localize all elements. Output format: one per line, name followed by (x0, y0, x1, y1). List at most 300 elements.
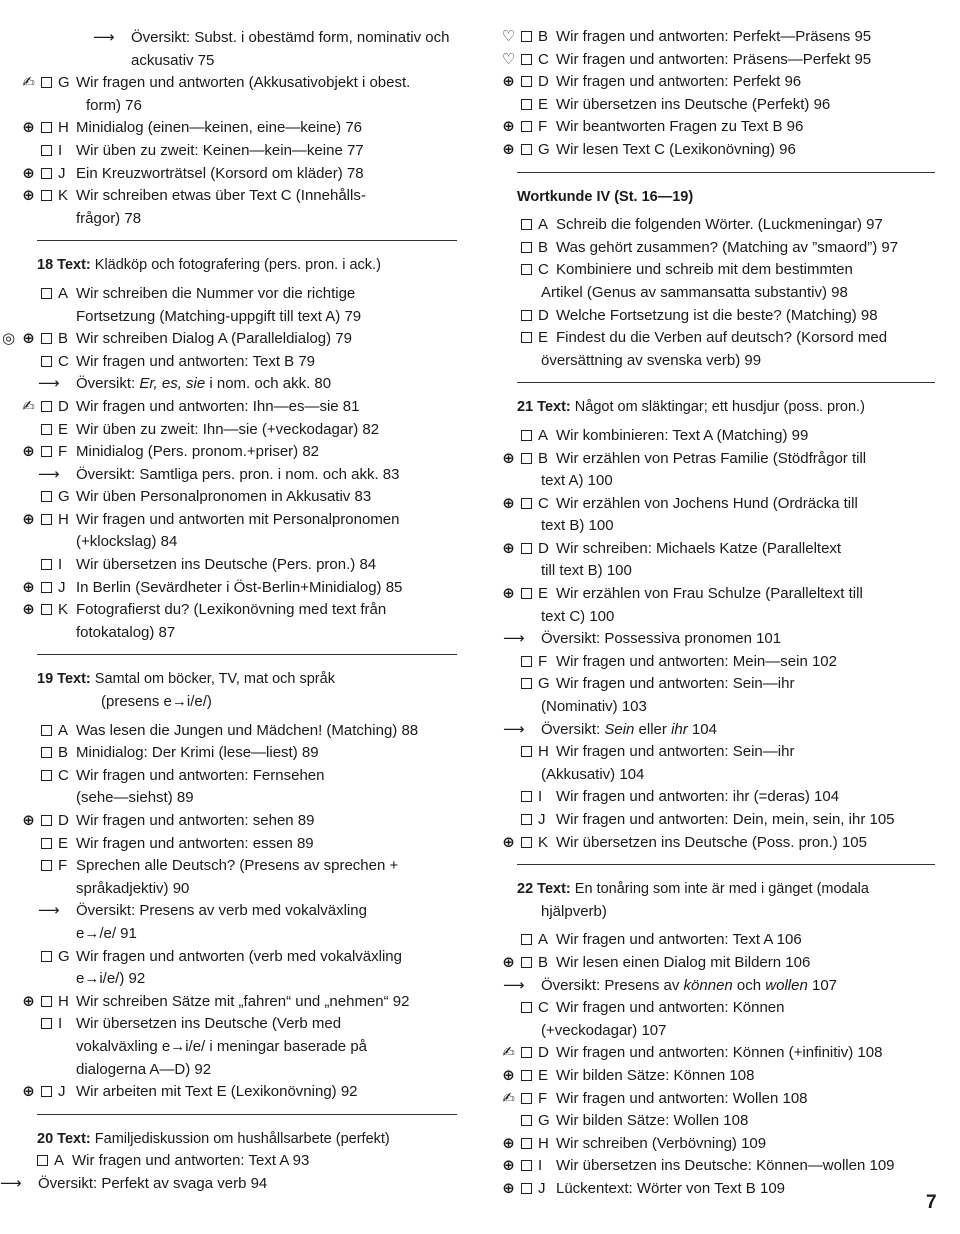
exercise-title: Wir fragen und antworten: Perfekt—Präsens 95 (556, 28, 872, 45)
checkbox[interactable] (41, 1018, 52, 1029)
exercise-letter: E (538, 95, 549, 113)
exercise-letter: H (58, 510, 69, 528)
exercise-item (0, 855, 470, 878)
continuation-text: form) 76 (86, 96, 142, 114)
section-title (517, 396, 865, 419)
exercise-title: Wir schreiben (Verbövning) 109 (556, 1134, 767, 1152)
section-title (37, 1128, 390, 1151)
exercise-title: Wir fragen und antworten: essen 89 (76, 834, 314, 852)
checkbox[interactable] (521, 1160, 532, 1171)
exercise-letter: A (58, 284, 69, 302)
exercise-letter: A (58, 721, 69, 739)
text-line (495, 282, 940, 305)
arrow-icon: ⟶ (38, 902, 60, 920)
right-column (495, 0, 940, 1201)
continuation-text: e→i/e/) 92 (76, 970, 146, 988)
exercise-letter: H (538, 1134, 549, 1152)
exercise-title: Wir kombinieren: Text A (Matching) 99 (556, 426, 809, 444)
exercise-letter: E (58, 420, 69, 438)
exercise-item (495, 139, 940, 162)
checkbox[interactable] (521, 1047, 532, 1058)
checkbox[interactable] (41, 582, 52, 593)
exercise-item (0, 72, 470, 95)
exercise-item (495, 1178, 940, 1201)
exercise-title: Wir schreiben Dialog A (Paralleldialog) 79 (76, 330, 352, 348)
exercise-title: Wir übersetzen ins Deutsche (Perfekt) 96 (556, 95, 831, 113)
overview-italic: können (683, 976, 733, 994)
section-divider (517, 864, 935, 865)
exercise-item (0, 577, 470, 600)
checkbox[interactable] (521, 242, 532, 253)
exercise-letter: J (58, 164, 66, 182)
exercise-letter: I (58, 556, 63, 574)
exercise-item (495, 832, 940, 855)
section-number: 20 (37, 1130, 54, 1147)
exercise-item (495, 237, 940, 260)
overview-text (131, 27, 449, 50)
checkbox[interactable] (521, 543, 532, 554)
text-line (0, 1036, 470, 1059)
plus-circle-icon: ⊕ (502, 1157, 515, 1175)
section-text: Wortkunde IV (St. 16—19) (517, 188, 694, 205)
exercise-item (0, 328, 470, 351)
exercise-title: Wir fragen und antworten: Text B 79 (76, 352, 316, 370)
exercise-item (495, 997, 940, 1020)
continuation-text: (+veckodagar) 107 (541, 1021, 667, 1039)
text-line (0, 878, 470, 901)
overview-label: Översikt: (76, 375, 140, 393)
overview-suffix: i nom. och akk. 80 (205, 375, 332, 393)
checkbox[interactable] (521, 837, 532, 848)
text-line (495, 350, 940, 373)
checkbox[interactable] (521, 430, 532, 441)
exercise-item (0, 720, 470, 743)
plus-circle-icon: ⊕ (502, 73, 515, 91)
overview-text (76, 464, 399, 487)
exercise-letter: J (58, 578, 66, 596)
exercise-title: Wir beantworten Fragen zu Text B 96 (556, 118, 804, 136)
plus-circle-icon: ⊕ (502, 1134, 515, 1152)
checkbox[interactable] (521, 746, 532, 757)
exercise-title: Wir fragen und antworten (Akkusativobjekt i obest. (76, 74, 411, 92)
exercise-letter: G (538, 675, 550, 693)
exercise-item (495, 1133, 940, 1156)
text-line (0, 900, 470, 923)
checkbox[interactable] (37, 1155, 48, 1166)
exercise-item (0, 351, 470, 374)
overview-text (541, 975, 837, 998)
checkbox[interactable] (41, 838, 52, 849)
heart-circle-icon: ♡ (501, 50, 516, 68)
exercise-letter: C (538, 494, 549, 512)
exercise-letter: F (538, 652, 548, 670)
checkbox[interactable] (41, 770, 52, 781)
checkbox[interactable] (41, 401, 52, 412)
plus-circle-icon: ⊕ (502, 140, 515, 158)
checkbox[interactable] (41, 122, 52, 133)
text-line (0, 208, 470, 231)
exercise-title: Was lesen die Jungen und Mädchen! (Matching) 88 (76, 721, 419, 739)
exercise-title: Wir fragen und antworten (verb med vokalväxling (76, 947, 402, 965)
overview-label: Översikt: Perfekt av svaga verb 94 (38, 1174, 268, 1192)
exercise-letter: F (538, 1089, 548, 1107)
exercise-letter: G (538, 140, 550, 158)
exercise-item (0, 140, 470, 163)
exercise-item (0, 991, 470, 1014)
exercise-title: Wir übersetzen ins Deutsche (Pers. pron.) 84 (76, 556, 377, 574)
checkbox[interactable] (521, 310, 532, 321)
ear-icon: ◎ (1, 330, 16, 348)
text-line (0, 27, 470, 50)
exercise-title: Wir schreiben die Nummer vor die richtige (76, 284, 356, 302)
exercise-title: Wir übersetzen ins Deutsche (Poss. pron.) 105 (556, 833, 867, 851)
exercise-item (495, 214, 940, 237)
plus-circle-icon: ⊕ (502, 1179, 515, 1197)
checkbox[interactable] (521, 934, 532, 945)
continuation-text: (sehe—siehst) 89 (76, 789, 194, 807)
exercise-letter: C (538, 50, 549, 68)
exercise-title: Wir übersetzen ins Deutsche (Verb med (76, 1015, 342, 1033)
text-line (495, 1020, 940, 1043)
exercise-title: Schreib die folgenden Wörter. (Luckmeningar) 97 (556, 216, 883, 234)
exercise-letter: A (538, 931, 549, 949)
overview-italic: wollen (765, 976, 808, 994)
exercise-title: Wir erzählen von Petras Familie (Stödfrågor till (556, 449, 867, 467)
exercise-item (495, 583, 940, 606)
exercise-letter: A (54, 1152, 65, 1170)
section-label: Text: (537, 399, 571, 416)
checkbox[interactable] (521, 99, 532, 110)
plus-circle-icon: ⊕ (502, 833, 515, 851)
continuation-text: dialogerna A—D) 92 (76, 1060, 212, 1078)
plus-circle-icon: ⊕ (22, 992, 35, 1010)
plus-circle-icon: ⊕ (22, 164, 35, 182)
section-divider (37, 654, 457, 655)
exercise-letter: E (538, 329, 549, 347)
section-heading (495, 186, 940, 209)
checkbox[interactable] (521, 31, 532, 42)
checkbox[interactable] (521, 957, 532, 968)
checkbox[interactable] (521, 1138, 532, 1149)
exercise-item (0, 441, 470, 464)
checkbox[interactable] (521, 588, 532, 599)
exercise-title: Ein Kreuzworträtsel (Korsord om kläder) 78 (76, 164, 364, 182)
plus-circle-icon: ⊕ (22, 1083, 35, 1101)
text-line (0, 531, 470, 554)
exercise-title: Wir fragen und antworten: Dein, mein, sein, ihr 105 (556, 811, 895, 828)
exercise-title: Wir fragen und antworten: Sein—ihr (556, 743, 795, 761)
exercise-item (0, 1081, 470, 1104)
checkbox[interactable] (521, 121, 532, 132)
checkbox[interactable] (41, 559, 52, 570)
checkbox[interactable] (41, 424, 52, 435)
exercise-title: Wir fragen und antworten: Können (+infinitiv) 108 (556, 1044, 883, 1062)
overview-italic: Sein (604, 720, 635, 738)
text-line (0, 373, 470, 396)
plus-circle-icon: ⊕ (22, 578, 35, 596)
exercise-item (0, 742, 470, 765)
exercise-item (0, 509, 470, 532)
checkbox[interactable] (521, 332, 532, 343)
continuation-text: (+klockslag) 84 (76, 533, 178, 551)
text-line (495, 628, 940, 651)
text-line (0, 622, 470, 645)
checkbox[interactable] (521, 1070, 532, 1081)
overview-text (38, 1173, 267, 1196)
exercise-item (495, 259, 940, 282)
checkbox[interactable] (41, 491, 52, 502)
exercise-item (495, 929, 940, 952)
section-label: Text: (57, 671, 91, 688)
exercise-item (0, 946, 470, 969)
checkbox[interactable] (41, 145, 52, 156)
exercise-letter: I (538, 1157, 543, 1175)
continuation-text: text B) 100 (541, 517, 614, 535)
exercise-title: Wir fragen und antworten: Perfekt 96 (556, 73, 802, 91)
exercise-letter: H (58, 992, 69, 1010)
exercise-letter: D (538, 73, 549, 91)
continuation-text: (Akkusativ) 104 (541, 765, 645, 783)
text-line (495, 515, 940, 538)
exercise-item (495, 305, 940, 328)
section-heading (0, 668, 470, 691)
checkbox[interactable] (41, 356, 52, 367)
continuation-text: vokalväxling e→i/e/ i meningar baserade på (76, 1037, 367, 1055)
exercise-title: Sprechen alle Deutsch? (Presens av sprechen + (76, 857, 399, 875)
plus-circle-icon: ⊕ (22, 187, 35, 205)
page-number: 7 (926, 1192, 937, 1213)
text-line (495, 606, 940, 629)
text-line (495, 764, 940, 787)
exercise-letter: B (538, 449, 549, 467)
exercise-item (0, 833, 470, 856)
exercise-item (495, 538, 940, 561)
exercise-item (495, 952, 940, 975)
exercise-title: Kombiniere und schreib mit dem bestimmten (556, 261, 853, 279)
exercise-letter: F (58, 857, 68, 875)
overview-suffix: eller (634, 720, 672, 738)
exercise-letter: E (58, 834, 69, 852)
arrow-icon: ⟶ (93, 29, 115, 46)
plus-circle-icon: ⊕ (502, 494, 515, 512)
section-text: En tonåring som inte är med i gänget (modala (574, 881, 869, 898)
continuation-text: frågor) 78 (76, 209, 142, 227)
checkbox[interactable] (41, 190, 52, 201)
continuation-text: text A) 100 (541, 472, 613, 490)
continuation-text: text C) 100 (541, 607, 615, 625)
exercise-item (495, 493, 940, 516)
exercise-letter: D (58, 812, 69, 829)
checkbox[interactable] (41, 288, 52, 299)
exercise-title: Wir fragen und antworten: Sein—ihr (556, 675, 795, 693)
exercise-title: Welche Fortsetzung ist die beste? (Matching) 98 (556, 306, 878, 324)
exercise-item (495, 425, 940, 448)
checkbox[interactable] (521, 1093, 532, 1104)
exercise-title: Wir schreiben etwas über Text C (Innehålls- (76, 187, 366, 205)
exercise-title: Wir übersetzen ins Deutsche: Können—wollen 109 (556, 1157, 895, 1175)
exercise-item (495, 1155, 940, 1178)
checkbox[interactable] (41, 333, 52, 344)
text-line (0, 50, 470, 73)
exercise-letter: D (538, 539, 549, 557)
exercise-title: Wir fragen und antworten: sehen 89 (76, 812, 315, 829)
exercise-item (495, 1042, 940, 1065)
checkbox[interactable] (521, 1002, 532, 1013)
exercise-title: Wir fragen und antworten: Text A 106 (556, 931, 802, 949)
exercise-letter: J (538, 1179, 546, 1197)
exercise-title: Lückentext: Wörter von Text B 109 (556, 1179, 786, 1197)
exercise-letter: F (538, 118, 548, 136)
text-line (0, 95, 470, 118)
exercise-title: Wir fragen und antworten: Präsens—Perfekt 95 (556, 50, 872, 68)
section-number: 22 (517, 881, 534, 898)
text-line (0, 923, 470, 946)
text-line (495, 696, 940, 719)
checkbox[interactable] (41, 996, 52, 1007)
exercise-letter: C (58, 352, 69, 370)
checkbox[interactable] (521, 1183, 532, 1194)
plus-circle-icon: ⊕ (502, 585, 515, 603)
exercise-item (495, 1065, 940, 1088)
exercise-title: Wir fragen und antworten: Können (556, 999, 785, 1017)
checkbox[interactable] (41, 815, 52, 826)
checkbox[interactable] (41, 725, 52, 736)
exercise-item (495, 651, 940, 674)
exercise-letter: C (58, 766, 69, 784)
checkbox[interactable] (41, 604, 52, 615)
plus-circle-icon: ⊕ (502, 953, 515, 971)
exercise-letter: E (538, 1066, 549, 1084)
text-line (0, 464, 470, 487)
exercise-item (0, 554, 470, 577)
continuation-text: fotokatalog) 87 (76, 623, 176, 641)
overview-label: Översikt: Presens av verb med vokalväxling (76, 902, 367, 920)
overview-label: Översikt: (541, 720, 605, 738)
section-text: Klädköp och fotografering (pers. pron. i ack.) (94, 257, 381, 274)
checkbox[interactable] (41, 951, 52, 962)
checkbox[interactable] (41, 77, 52, 88)
checkbox[interactable] (521, 791, 532, 802)
section-heading (0, 254, 470, 277)
section-title (37, 668, 335, 691)
pen-circle-icon: ✍ (502, 1044, 515, 1062)
exercise-letter: A (538, 216, 549, 234)
exercise-title: Minidialog (einen—keinen, eine—keine) 76 (76, 119, 363, 137)
exercise-title: Wir fragen und antworten: Text A 93 (72, 1152, 310, 1170)
continuation-text: ackusativ 75 (131, 51, 215, 69)
section-number: 21 (517, 399, 534, 416)
exercise-item (0, 163, 470, 186)
exercise-item (495, 116, 940, 139)
exercise-letter: K (58, 601, 69, 619)
exercise-title: Wir erzählen von Frau Schulze (Paralleltext till (556, 585, 863, 603)
exercise-title: Findest du die Verben auf deutsch? (Korsord med (556, 329, 888, 347)
checkbox[interactable] (41, 860, 52, 871)
section-title (37, 254, 381, 277)
checkbox[interactable] (521, 264, 532, 275)
section-label: Text: (537, 881, 571, 898)
overview-suffix: 104 (687, 720, 717, 738)
plus-circle-icon: ⊕ (502, 539, 515, 557)
exercise-letter: J (538, 811, 546, 828)
text-line (0, 691, 470, 714)
section-divider (517, 382, 935, 383)
exercise-item (495, 809, 940, 832)
checkbox[interactable] (41, 168, 52, 179)
continuation-text: till text B) 100 (541, 562, 632, 580)
checkbox[interactable] (41, 747, 52, 758)
text-line (0, 968, 470, 991)
arrow-icon: ⟶ (0, 1174, 22, 1192)
pen-circle-icon: ✍ (502, 1089, 515, 1107)
continuation-text: (Nominativ) 103 (541, 698, 647, 716)
continuation-text: Fortsetzung (Matching-uppgift till text A) 79 (76, 307, 362, 325)
section-divider (37, 1114, 457, 1115)
continuation-text: hjälpverb) (541, 902, 607, 920)
exercise-title: Was gehört zusammen? (Matching av ”smaord”) 97 (556, 238, 899, 256)
overview-text (76, 900, 367, 923)
exercise-item (495, 673, 940, 696)
exercise-letter: I (538, 788, 543, 806)
exercise-item (0, 419, 470, 442)
checkbox[interactable] (521, 54, 532, 65)
exercise-letter: B (58, 330, 69, 348)
exercise-title: Minidialog (Pers. pronom.+priser) 82 (76, 443, 320, 461)
exercise-letter: D (58, 397, 69, 415)
arrow-icon: ⟶ (503, 630, 525, 648)
exercise-letter: A (538, 426, 549, 444)
exercise-title: Minidialog: Der Krimi (lese—liest) 89 (76, 744, 319, 762)
checkbox[interactable] (521, 453, 532, 464)
exercise-item (495, 1088, 940, 1111)
checkbox[interactable] (41, 446, 52, 457)
exercise-title: Wir üben zu zweit: Ihn—sie (+veckodagar) 82 (76, 420, 380, 438)
checkbox[interactable] (521, 144, 532, 155)
exercise-item (495, 1110, 940, 1133)
exercise-item (495, 786, 940, 809)
plus-circle-icon: ⊕ (22, 119, 35, 137)
exercise-item (0, 599, 470, 622)
section-text: Något om släktingar; ett husdjur (poss. pron.) (574, 399, 865, 416)
heart-circle-icon: ♡ (501, 28, 516, 45)
section-divider (517, 172, 935, 173)
exercise-item (0, 765, 470, 788)
checkbox[interactable] (521, 76, 532, 87)
plus-circle-icon: ⊕ (22, 812, 35, 829)
exercise-title: Wir lesen Text C (Lexikonövning) 96 (556, 140, 796, 158)
checkbox[interactable] (41, 1086, 52, 1097)
checkbox[interactable] (521, 678, 532, 689)
section-title (517, 878, 869, 901)
checkbox[interactable] (41, 514, 52, 525)
exercise-title: Wir fragen und antworten mit Personalpronomen (76, 510, 400, 528)
checkbox[interactable] (521, 656, 532, 667)
exercise-title: Wir schreiben: Michaels Katze (Paralleltext (556, 539, 842, 557)
checkbox[interactable] (521, 814, 532, 825)
exercise-item (0, 117, 470, 140)
exercise-title: Wir schreiben Sätze mit „fahren“ und „nehmen“ 92 (76, 992, 410, 1010)
checkbox[interactable] (521, 1115, 532, 1126)
exercise-item (495, 327, 940, 350)
exercise-letter: J (58, 1083, 66, 1101)
continuation-text: översättning av svenska verb) 99 (541, 351, 762, 369)
plus-circle-icon: ⊕ (22, 443, 35, 461)
checkbox[interactable] (521, 498, 532, 509)
checkbox[interactable] (521, 219, 532, 230)
exercise-letter: D (538, 306, 549, 324)
section-title (517, 186, 693, 209)
exercise-title: Wir erzählen von Jochens Hund (Ordräcka till (556, 494, 858, 512)
